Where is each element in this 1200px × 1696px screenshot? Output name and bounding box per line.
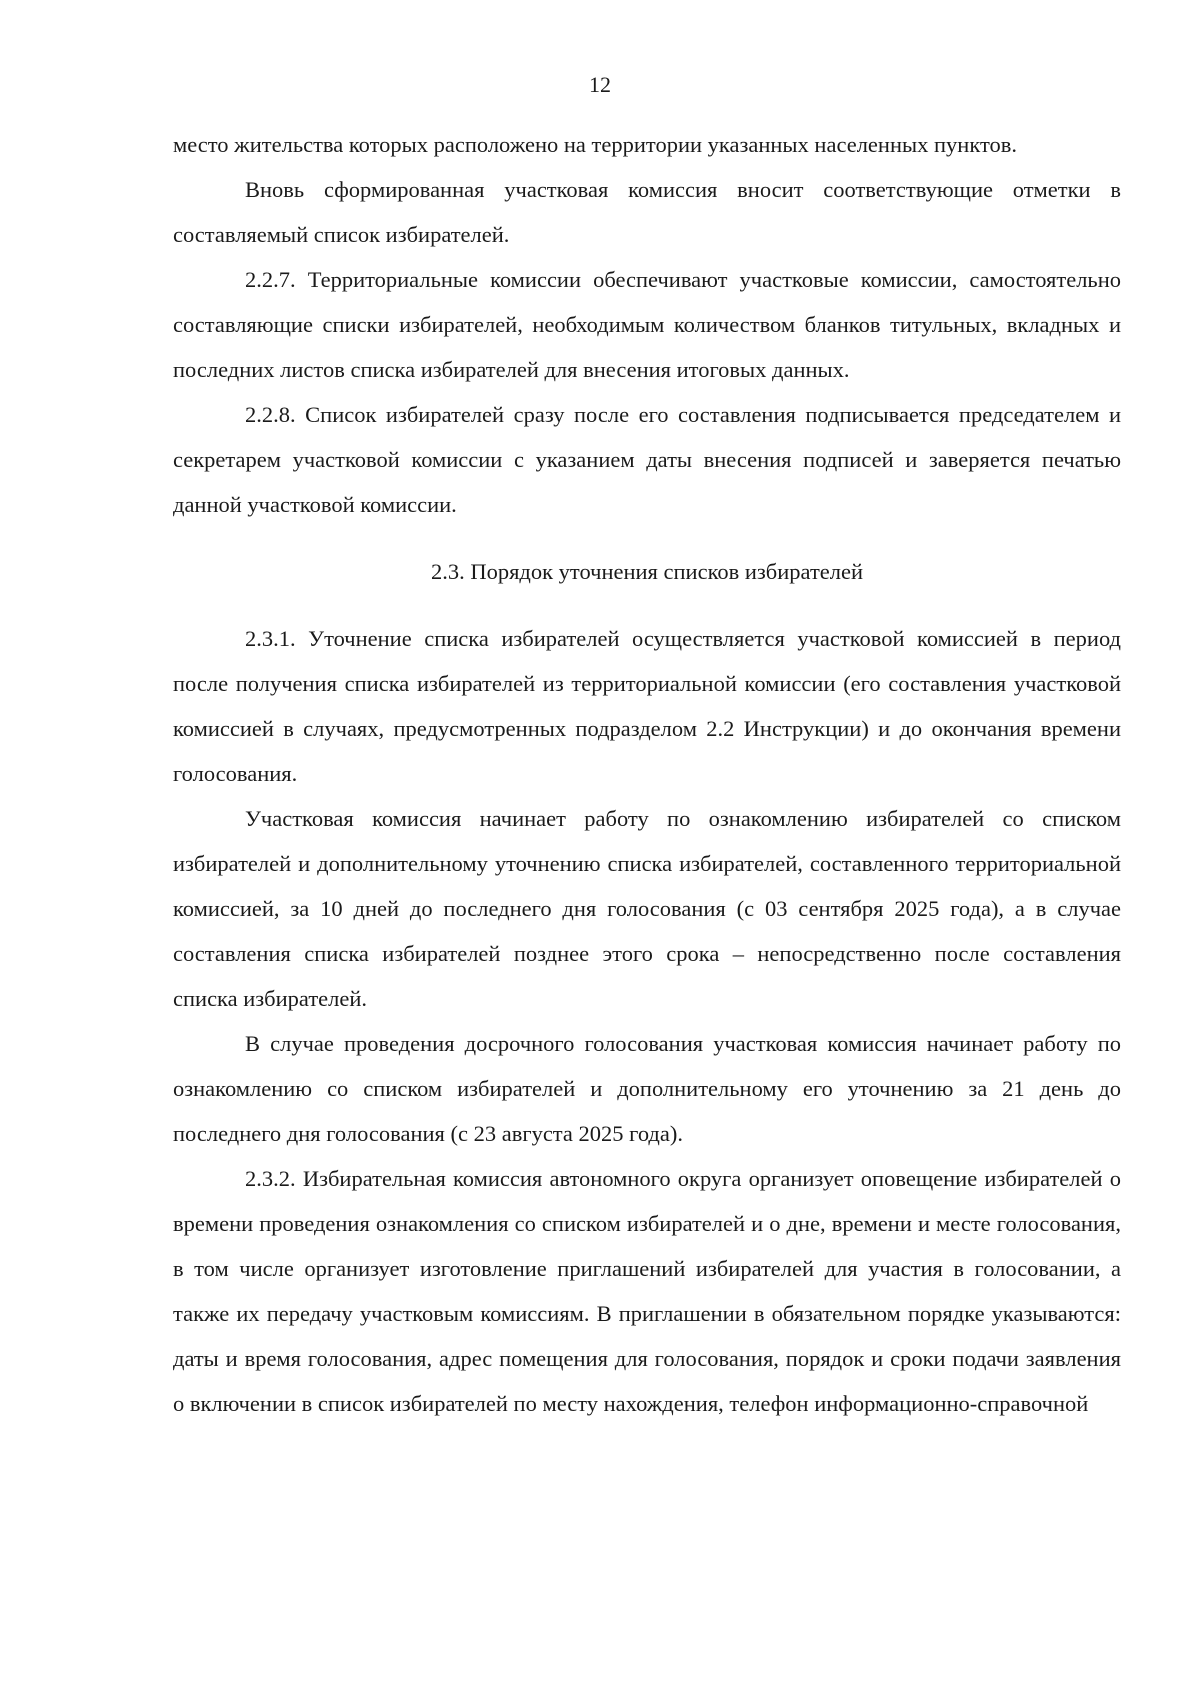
paragraph-2-3-1: 2.3.1. Уточнение списка избирателей осуществляется участковой комиссией в период после получения списка избирателей из территориальной комиссии (его составления участковой комиссией в случаях, предусмотренных подразделом 2.2 Инструкции) и до окончания времени голосования. [173, 626, 1121, 786]
section-heading-2-3: 2.3. Порядок уточнения списков избирателей [430, 559, 864, 584]
paragraph-familiarization: Участковая комиссия начинает работу по ознакомлению избирателей со списком избирателей и дополнительному уточнению списка избирателей, составленного территориальной комиссией, за 10 дней до последнего дня голосования (с 03 сентября 2025 года), а в случае составления списка избирателей позднее этого срока – непосредственно после составления списка избирателей. [173, 806, 1121, 1011]
paragraph-2-2-7: 2.2.7. Территориальные комиссии обеспечивают участковые комиссии, самостоятельно составляющие списки избирателей, необходимым количеством бланков титульных, вкладных и последних листов списка избирателей для внесения итоговых данных. [173, 267, 1121, 382]
page-number: 12 [589, 72, 611, 97]
document-body [173, 122, 1121, 1426]
paragraph-new-commission: Вновь сформированная участковая комиссия вносит соответствующие отметки в составляемый список избирателей. [173, 177, 1121, 247]
paragraph-continuation: место жительства которых расположено на территории указанных населенных пунктов. [173, 132, 1017, 157]
paragraph-early-voting: В случае проведения досрочного голосования участковая комиссия начинает работу по ознакомлению со списком избирателей и дополнительному его уточнению за 21 день до последнего дня голосования (с 23 августа 2025 года). [173, 1031, 1121, 1146]
paragraph-2-3-2: 2.3.2. Избирательная комиссия автономного округа организует оповещение избирателей о времени проведения ознакомления со списком избирателей и о дне, времени и месте голосования, в том числе организует изготовление приглашений избирателей для участия в голосовании, а также их передачу участковым комиссиям. В приглашении в обязательном порядке указываются: даты и время голосования, адрес помещения для голосования, порядок и сроки подачи заявления о включении в список избирателей по месту нахождения, телефон информационно-справочной [173, 1166, 1121, 1416]
paragraph-2-2-8: 2.2.8. Список избирателей сразу после его составления подписывается председателем и секретарем участковой комиссии с указанием даты внесения подписей и заверяется печатью данной участковой комиссии. [173, 402, 1121, 517]
